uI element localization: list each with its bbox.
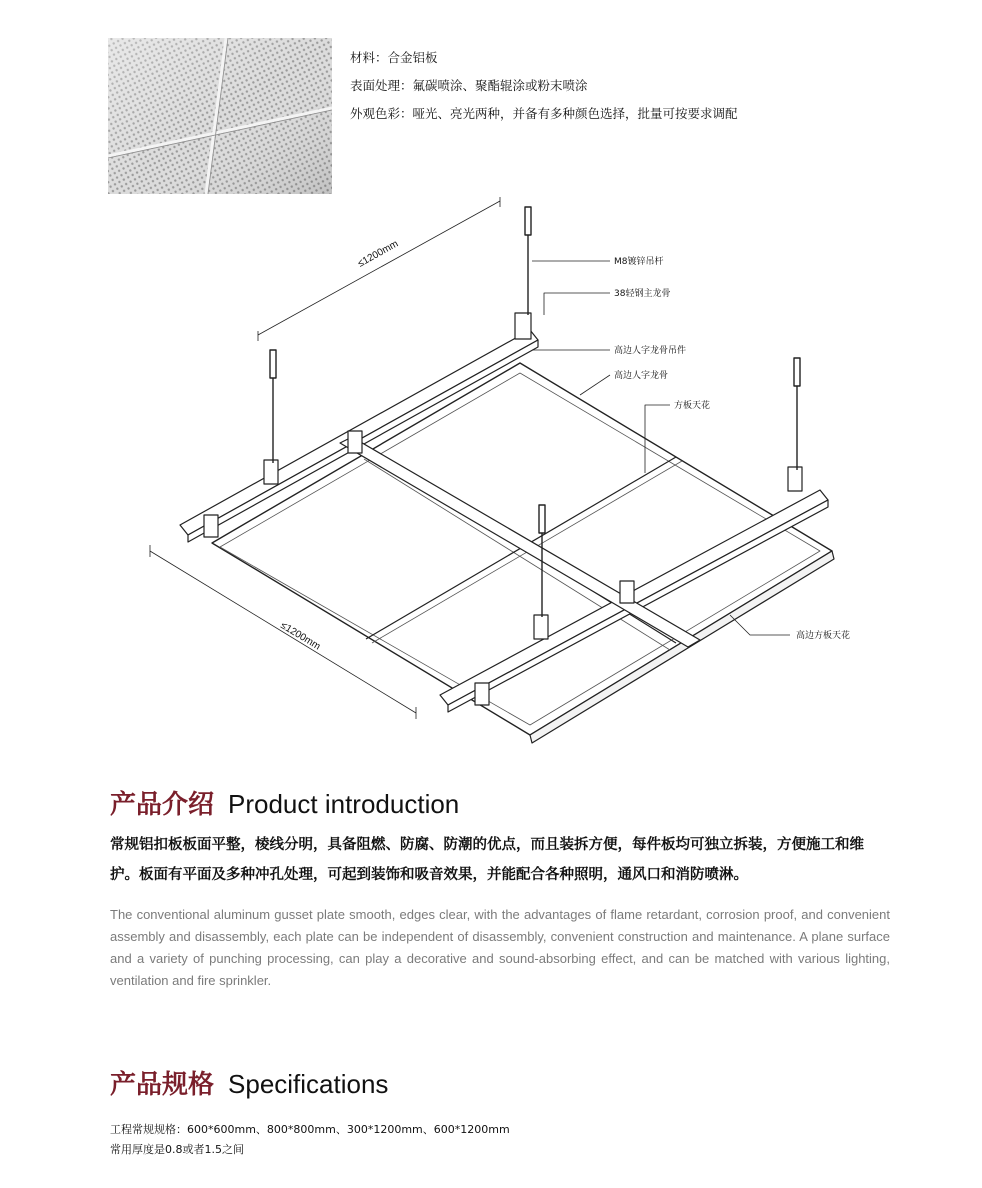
label-edge-panel: 高边方板天花 [796,631,851,641]
label-main-keel: 38轻钢主龙骨 [614,289,671,299]
intro-title-zh: 产品介绍 [110,790,215,820]
intro-body-zh: 常规铝扣板板面平整，棱线分明，具备阻燃、防腐、防潮的优点，而且装拆方便，每件板均可独立拆装，方便施工和维护。板面有平面及多种冲孔处理，可起到装饰和吸音效果，并能配合各种照明，通风口和消防喷淋。 [110,837,864,883]
intro-title-en: Product introduction [228,789,460,819]
spec-thickness: 常用厚度是0.8或者1.5之间 [110,1143,244,1156]
spec-title-zh: 产品规格 [110,1070,215,1100]
panel-image [108,38,332,194]
perforated-panel-photo [108,38,332,194]
dim-top-label: ≤1200mm [356,238,401,270]
label-hanger: 高边人字龙骨吊件 [614,346,687,356]
spec-sizes: 工程常规规格：600*600mm、800*800mm、300*1200mm、600*1200mm [110,1123,510,1136]
label-rod: M8镀锌吊杆 [614,257,664,267]
material-info [350,44,738,128]
intro-body-en: The conventional aluminum gusset plate smooth, edges clear, with the advantages of flame retardant, corrosion proof, and convenient assembly and disassembly, each plate can be independent of disassembly, convenient construction and maintenance. A plane surface and a variety of punching processing, can play a decorative and sound-absorbing effect, and can be matched with various lighting, ventilation and fire sprinkler. [110,907,890,988]
spec-title-en: Specifications [228,1069,389,1099]
surface-treatment-line: 表面处理：氟碳喷涂、聚酯辊涂或粉末喷涂 [350,78,588,93]
specifications-title [110,1064,388,1101]
product-introduction-title [110,784,459,821]
label-herringbone-keel: 高边人字龙骨 [614,371,669,381]
spec-details [110,1120,510,1160]
label-panel: 方板天花 [674,401,711,411]
dim-bottom-label: ≤1200mm [278,620,323,653]
material-line: 材料：合金铝板 [350,50,438,65]
installation-diagram [140,195,860,755]
color-line: 外观色彩：哑光、亮光两种，并备有多种颜色选择，批量可按要求调配 [350,106,738,121]
